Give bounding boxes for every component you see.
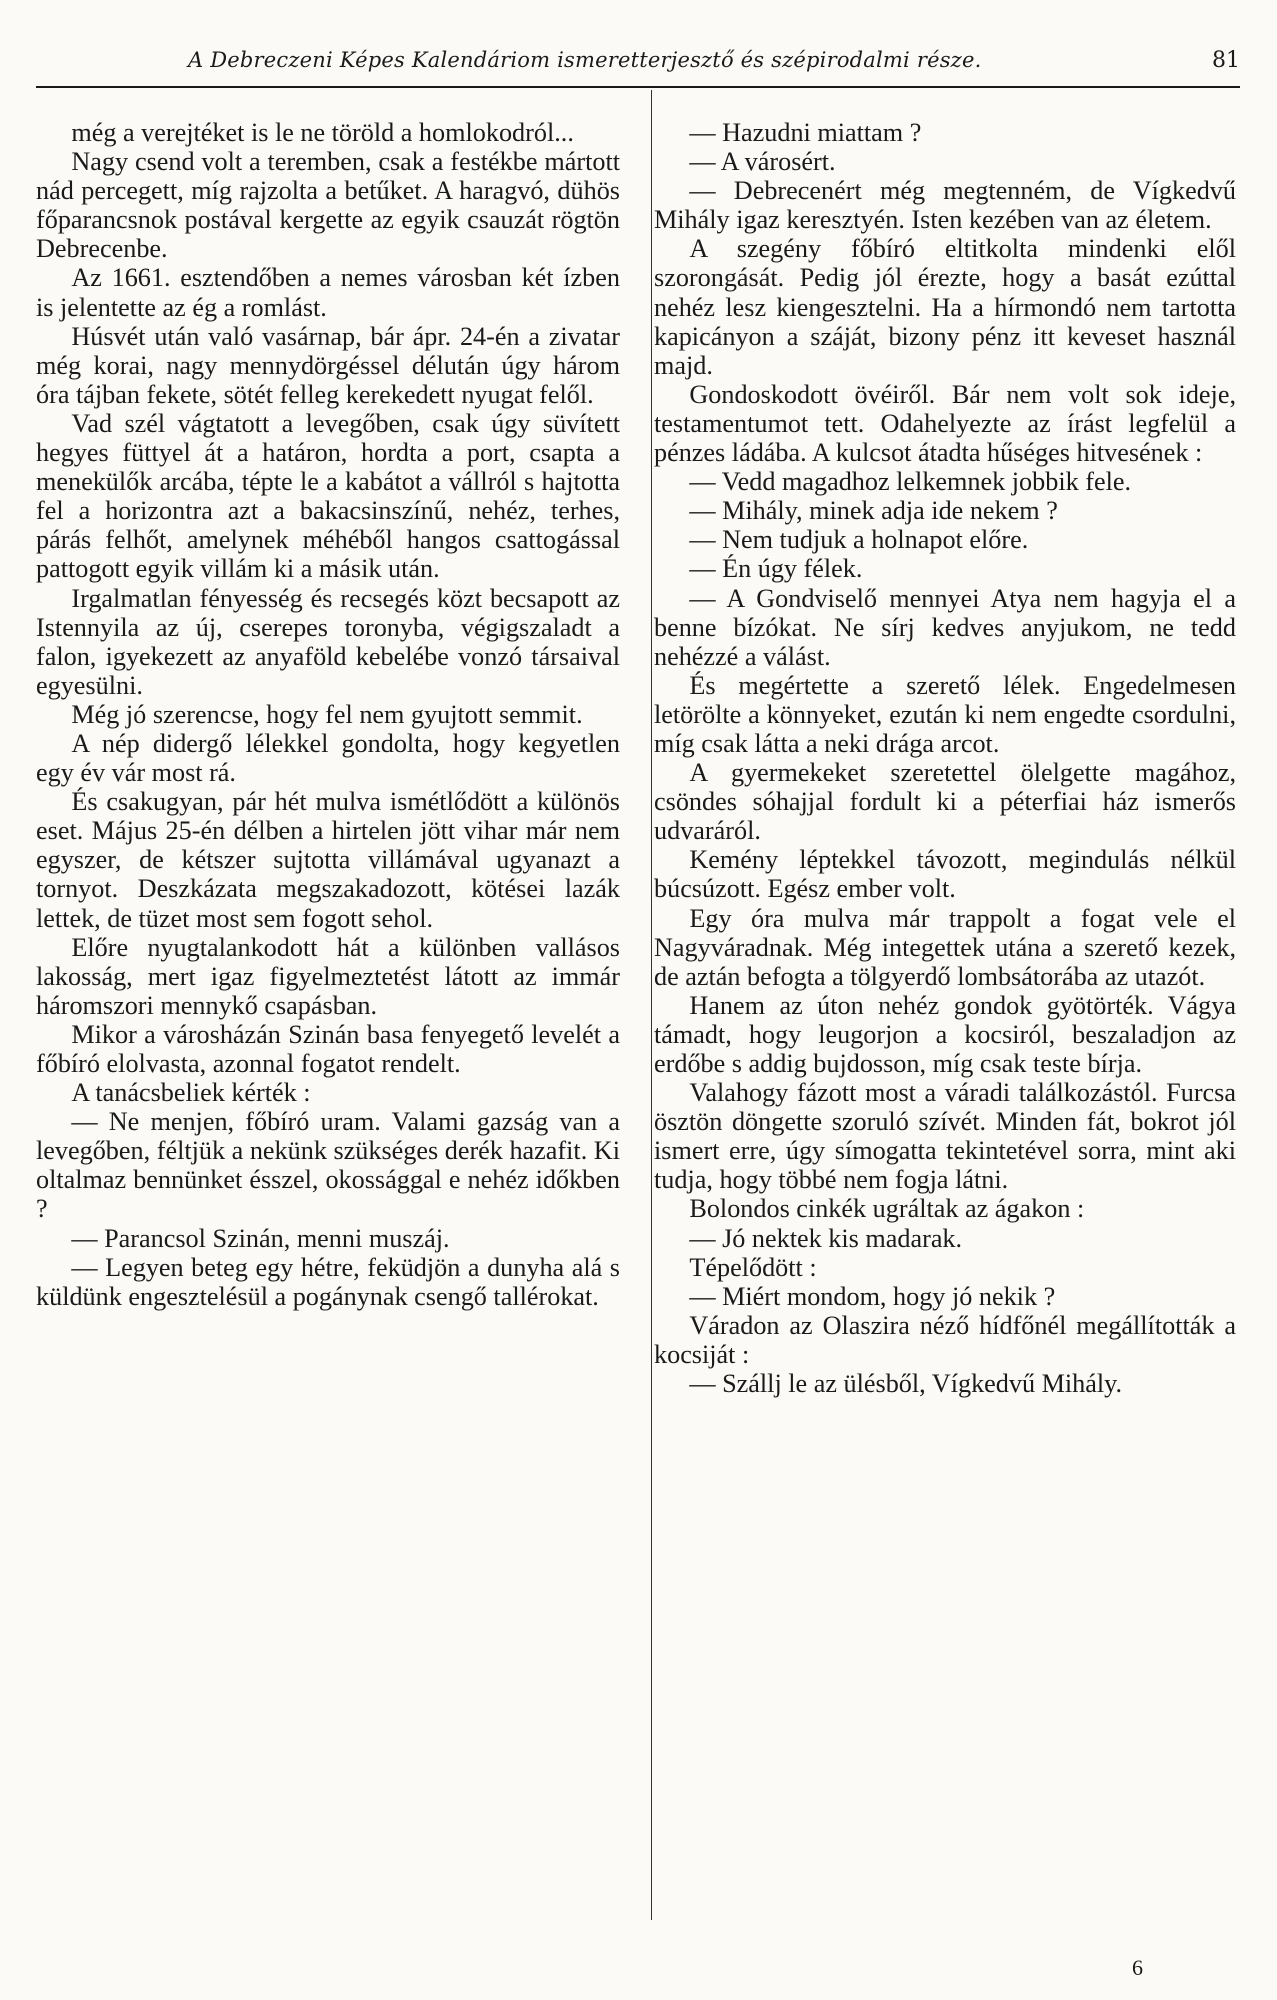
dialogue-line: — Hazudni miattam ? xyxy=(689,118,922,147)
paragraph: Egy óra mulva már trappolt a fogat vele el Nagyváradnak. Még integettek utána a szerető kezek, de aztán befogta a tölgyerdő lombsátorába az utazót. xyxy=(654,903,1236,991)
paragraph: Irgalmatlan fényesség és recsegés közt becsapott az Istennyila az új, cserepes toronyba, végigszaladt a falon, igyekezett az anyaföld kebelébe vonzó társaival egyesülni. xyxy=(36,583,620,700)
dialogue-line: — Parancsol Szinán, menni muszáj. xyxy=(71,1223,450,1253)
dialogue-line: — Debrecenért még megtenném, de Vígkedvű Mihály igaz keresztyén. Isten kezében van az életem. xyxy=(654,176,1236,235)
paragraph: Húsvét után való vasárnap, bár ápr. 24-én a zivatar még korai, nagy mennydörgéssel délután úgy három óra tájban fekete, sötét felleg kerekedett nyugat felől. xyxy=(36,321,620,409)
paragraph: Vad szél vágtatott a levegőben, csak úgy süvített hegyes füttyel át a határon, hordta a port, csapta a menekülők arcába, tépte le a kabátot a vállról s hajtotta fel a horizontra azt a bakacsinszínű, nehéz, terhes, párás felhőt, amelynek méhéből hangos csattogással pattogott egyik villám ki a másik után. xyxy=(36,408,620,584)
paragraph: A gyermekeket szeretettel ölelgette magához, csöndes sóhajjal fordult ki a péterfiai ház ismerős udvaráról. xyxy=(654,758,1236,846)
paragraph: Kemény léptekkel távozott, megindulás nélkül búcsúzott. Egész ember volt. xyxy=(654,845,1236,904)
running-head xyxy=(110,48,1240,88)
dialogue-line: — Legyen beteg egy hétre, feküdjön a dunyha alá s küldünk engesztelésül a pogánynak csengő tallérokat. xyxy=(36,1252,620,1311)
paragraph: Még jó szerencse, hogy fel nem gyujtott semmit. xyxy=(71,699,583,729)
dialogue-line: — Szállj le az ülésből, Vígkedvű Mihály. xyxy=(689,1369,1123,1399)
paragraph: Tépelődött : xyxy=(689,1252,817,1282)
dialogue-line: — Vedd magadhoz lelkemnek jobbik fele. xyxy=(689,467,1132,497)
paragraph: Mikor a városházán Szinán basa fenyegető levelét a főbíró elolvasta, azonnal fogatot rendelt. xyxy=(36,1019,620,1078)
paragraph: És megértette a szerető lélek. Engedelmesen letörölte a könnyeket, ezután ki nem engedte csordulni, míg csak látta a neki drága arcot. xyxy=(654,670,1236,758)
page-number: 81 xyxy=(1212,48,1240,73)
paragraph: Bolondos cinkék ugráltak az ágakon : xyxy=(689,1194,1085,1224)
paragraph: Előre nyugtalankodott hát a különben vallásos lakosság, mert igaz figyelmeztetést látott az immár háromszori mennykő csapásban. xyxy=(36,932,620,1020)
dialogue-line: — Jó nektek kis madarak. xyxy=(689,1223,963,1253)
dialogue-line: — Én úgy félek. xyxy=(689,554,863,584)
dialogue-line: — Ne menjen, főbíró uram. Valami gazság van a levegőben, féltjük a nekünk szükséges derék hazafit. Ki oltalmaz bennünket ésszel, okossággal e nehéz időkben ? xyxy=(36,1107,620,1224)
left-column xyxy=(36,118,620,1311)
paragraph: Hanem az úton nehéz gondok gyötörték. Vágya támadt, hogy leugorjon a kocsiról, beszaladjon az erdőbe s addig bujdosson, míg csak teste bírja. xyxy=(654,990,1236,1078)
dialogue-line: — A Gondviselő mennyei Atya nem hagyja el a benne bízókat. Ne sírj kedves anyjukom, ne tedd nehézzé a válást. xyxy=(654,583,1236,671)
column-divider xyxy=(651,90,652,1920)
paragraph: És csakugyan, pár hét mulva ismétlődött a különös eset. Május 25-én délben a hirtelen jött vihar már nem egyszer, de kétszer sujtotta villámával ugyanazt a tornyot. Deszkázata megszakadozott, kötései lazák lettek, de tüzet most sem fogott sehol. xyxy=(36,787,620,933)
running-title: A Debreczeni Képes Kalendáriom ismeretterjesztő és szépirodalmi része. xyxy=(188,48,982,72)
paragraph: Váradon az Olaszira néző hídfőnél megállították a kocsiját : xyxy=(654,1310,1236,1369)
paragraph: A tanácsbeliek kérték : xyxy=(71,1078,311,1108)
dialogue-line: — Mihály, minek adja ide nekem ? xyxy=(689,496,1058,526)
header-rule xyxy=(36,86,1240,88)
paragraph: Nagy csend volt a teremben, csak a festékbe mártott nád percegett, míg rajzolta a betűket. A haragvó, dühös főparancsnok postával kergette az egyik csauzát rögtön Debrecenbe. xyxy=(36,147,620,264)
paragraph: Az 1661. esztendőben a nemes városban két ízben is jelentette az ég a romlást. xyxy=(36,263,620,322)
paragraph: Valahogy fázott most a váradi találkozástól. Furcsa ösztön döngette szoruló szívét. Minden fát, bokrot jól ismert erre, úgy símogatta tekintetével sorra, mint aki tudja, hogy többé nem fogja látni. xyxy=(654,1078,1236,1195)
right-column xyxy=(654,118,1236,1398)
signature-mark: 6 xyxy=(1132,1955,1143,1980)
paragraph: még a verejtéket is le ne töröld a homlokodról... xyxy=(71,118,574,147)
dialogue-line: — A városért. xyxy=(689,147,836,177)
dialogue-line: — Nem tudjuk a holnapot előre. xyxy=(689,525,1029,555)
paragraph: Gondoskodott övéiről. Bár nem volt sok ideje, testamentumot tett. Odahelyezte az írást legfelül a pénzes ládába. A kulcsot átadta hűséges hitvesének : xyxy=(654,379,1236,468)
paragraph: A nép didergő lélekkel gondolta, hogy kegyetlen egy év vár most rá. xyxy=(36,728,620,788)
dialogue-line: — Miért mondom, hogy jó nekik ? xyxy=(689,1281,1056,1311)
paragraph: A szegény főbíró eltitkolta mindenki elől szorongását. Pedig jól érezte, hogy a basát ezúttal nehéz lesz kiengesztelni. Ha a hírmondó nem tartotta kapicányon a száját, bizony pénz itt keveset használ majd. xyxy=(654,234,1236,380)
